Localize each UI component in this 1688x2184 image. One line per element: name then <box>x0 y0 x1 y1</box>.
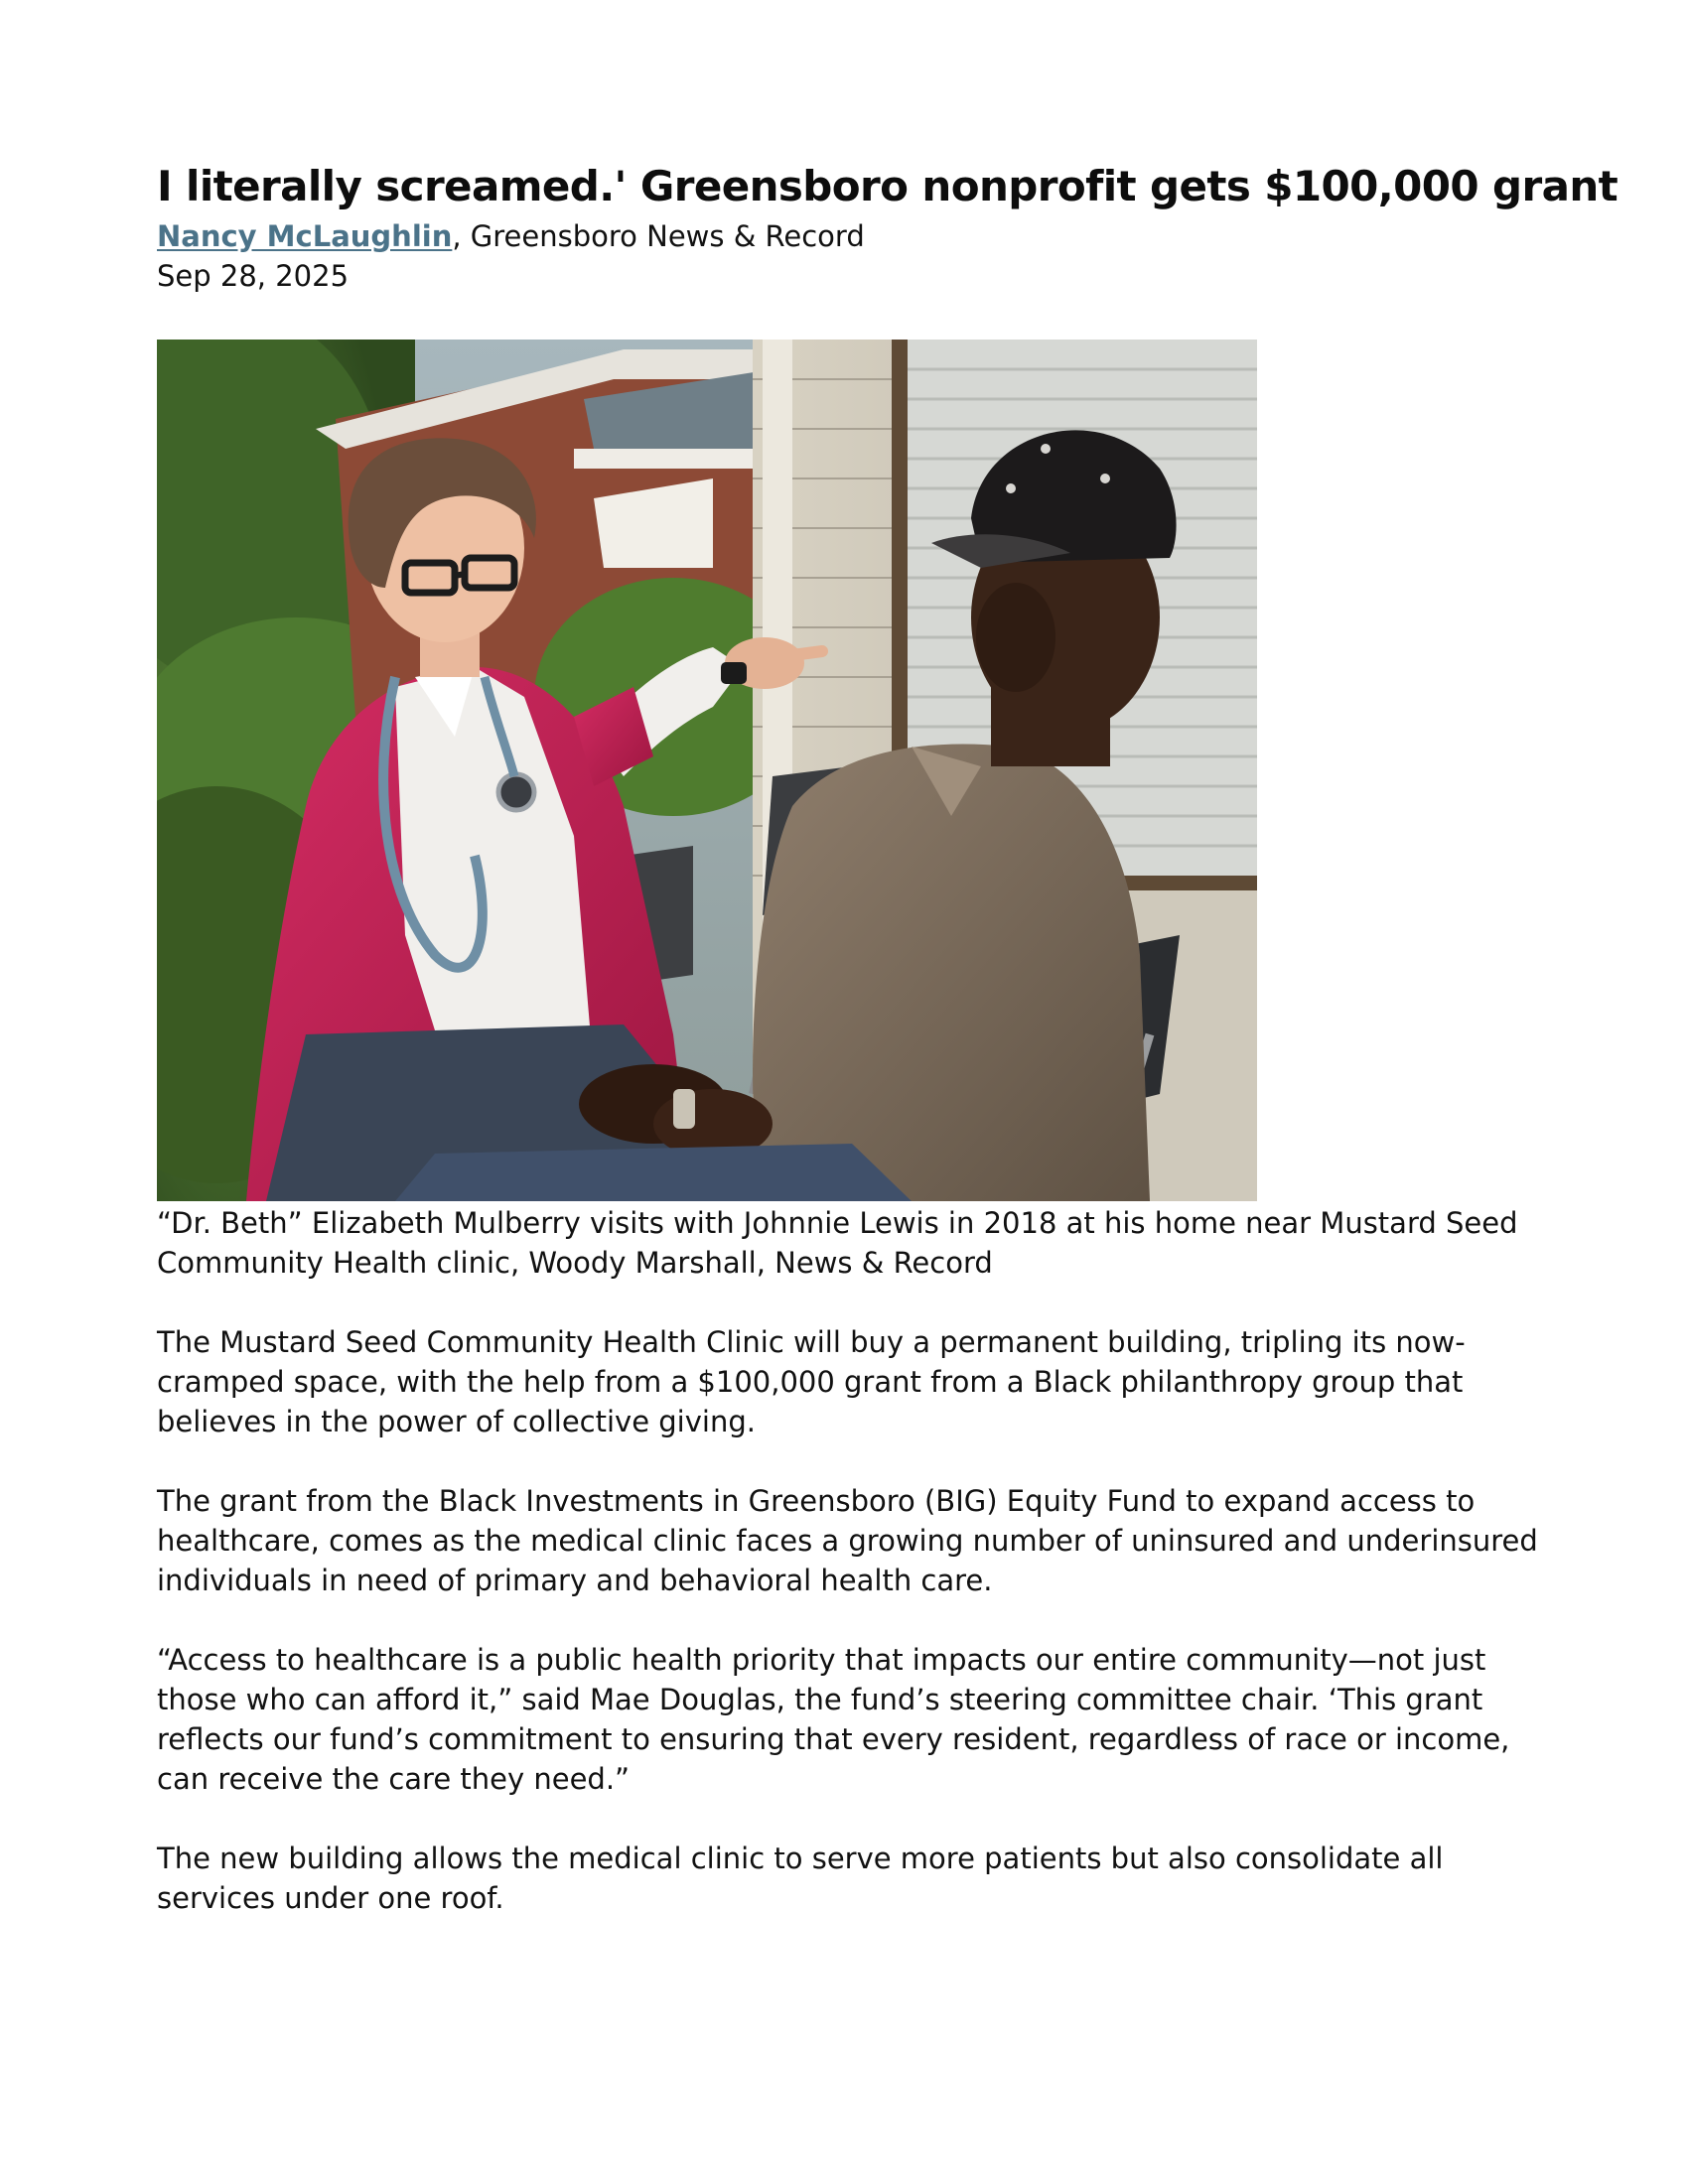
article-headline: I literally screamed.' Greensboro nonprofit gets $100,000 grant <box>157 162 1618 210</box>
article-paragraph: The grant from the Black Investments in Greensboro (BIG) Equity Fund to expand access to healthcare, comes as the medical clinic faces a growing number of uninsured and underinsured individuals in need of primary and behavioral health care. <box>157 1484 1538 1597</box>
article-paragraph: The new building allows the medical clinic to serve more patients but also consolidate all services under one roof. <box>157 1842 1444 1915</box>
article-body <box>157 1322 1547 1958</box>
publish-date: Sep 28, 2025 <box>157 259 350 293</box>
article-paragraph: “Access to healthcare is a public health priority that impacts our entire community—not just those who can afford it,” said Mae Douglas, the fund’s steering committee chair. ‘This grant reflects our fund’s commitment to ensuring that every resident, regardless of race or income, can receive the care they need.” <box>157 1643 1510 1796</box>
article <box>157 161 1618 1915</box>
photo-caption: “Dr. Beth” Elizabeth Mulberry visits with Johnnie Lewis in 2018 at his home near Mustard Seed Community Health clinic, Woody Marshall, News & Record <box>157 1206 1518 1280</box>
article-photo <box>157 340 1257 1201</box>
byline-publication: , Greensboro News & Record <box>452 219 865 253</box>
author-link[interactable]: Nancy McLaughlin <box>157 219 453 253</box>
article-paragraph: The Mustard Seed Community Health Clinic will buy a permanent building, tripling its now-cramped space, with the help from a $100,000 grant from a Black philanthropy group that believes in the power of collective giving. <box>157 1325 1466 1438</box>
byline <box>157 216 1547 256</box>
